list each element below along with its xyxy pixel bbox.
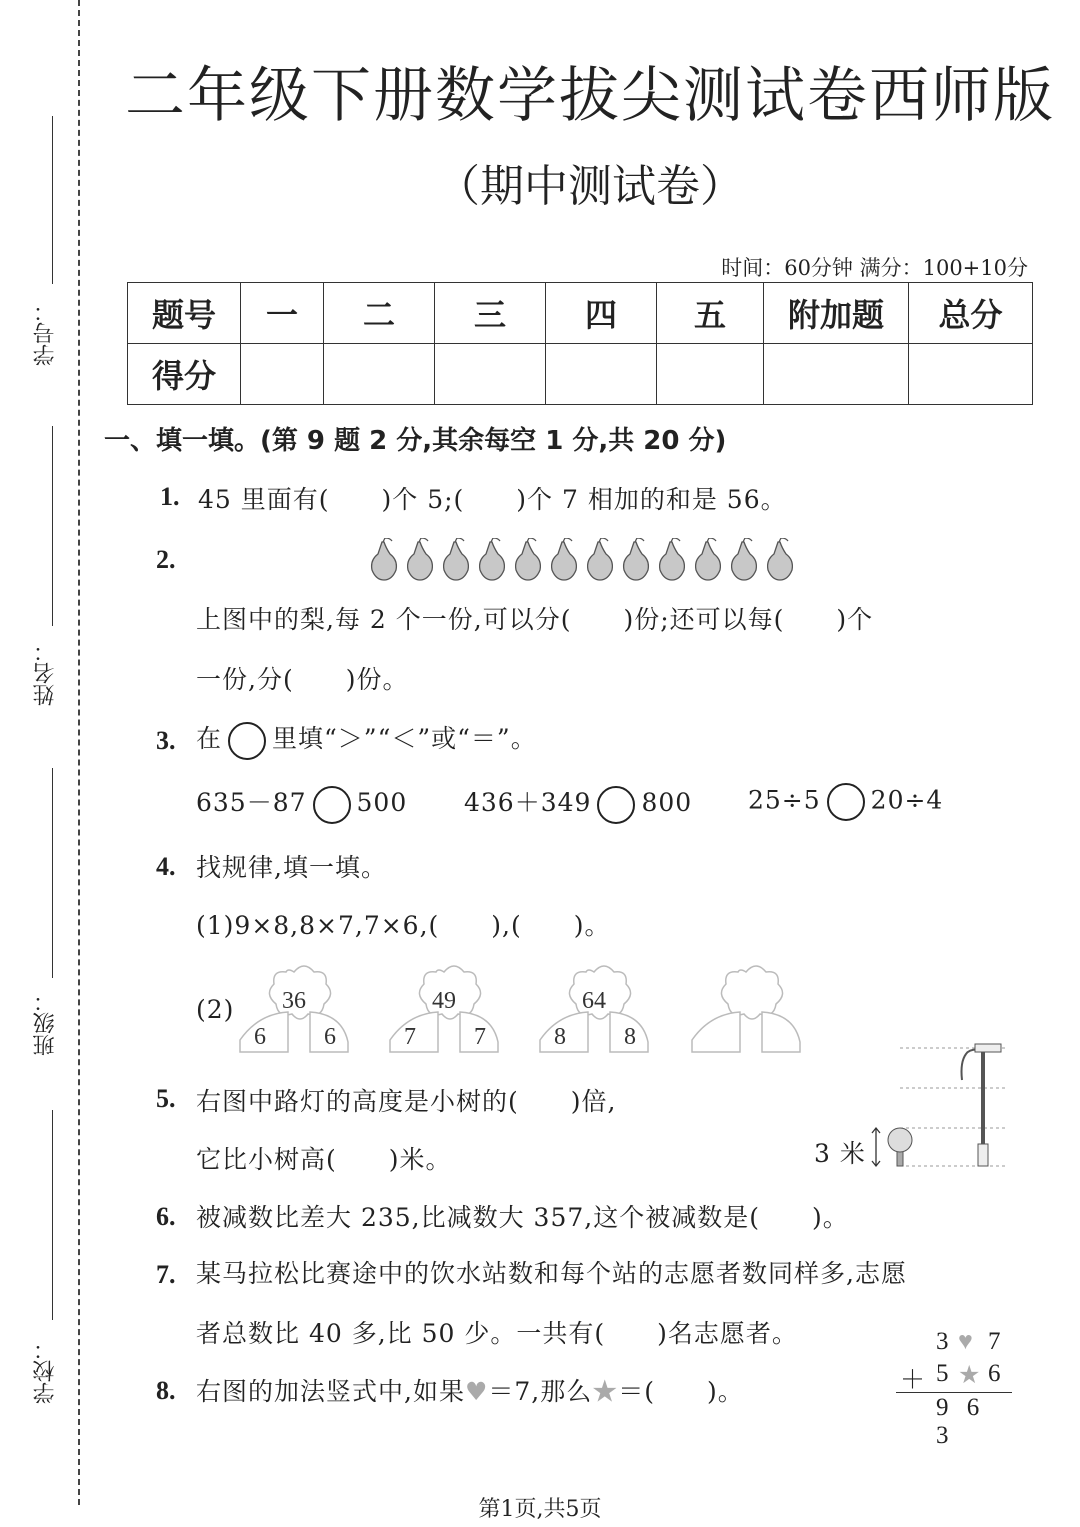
q6-text: 被减数比差大 235,比减数大 357,这个被减数是( )。 bbox=[196, 1203, 849, 1232]
flower-top-number: 64 bbox=[582, 988, 606, 1014]
q8-text-c: ＝( )。 bbox=[618, 1377, 744, 1406]
table-cell: 四 bbox=[546, 283, 657, 344]
q8-number: 8. bbox=[156, 1376, 176, 1405]
score-table-score-row bbox=[128, 344, 1033, 405]
pear-icon bbox=[444, 538, 469, 580]
flower-3 bbox=[540, 966, 648, 1052]
q1-text: 45 里面有( )个 5;( )个 7 相加的和是 56。 bbox=[198, 485, 787, 514]
flower-right-number: 7 bbox=[474, 1024, 486, 1050]
circle-icon bbox=[228, 722, 266, 760]
q2-number: 2. bbox=[156, 545, 176, 574]
table-cell: 五 bbox=[657, 283, 764, 344]
flower-right-number: 8 bbox=[624, 1024, 636, 1050]
page-title: 二年级下册数学拔尖测试卷西师版 bbox=[125, 61, 1055, 131]
score-table bbox=[127, 282, 1033, 405]
table-cell: 得分 bbox=[128, 344, 241, 405]
class-label: 班级： bbox=[33, 990, 58, 1056]
pear-icon bbox=[408, 538, 433, 580]
score-table-header-row bbox=[128, 283, 1033, 344]
q4-sub1: (1)9×8,8×7,7×6,( ),( )。 bbox=[196, 911, 611, 940]
pear-icon bbox=[624, 538, 649, 580]
digit: 3 bbox=[936, 1328, 949, 1355]
page-subtitle: （期中测试卷） bbox=[436, 161, 744, 212]
streetlight-tree-diagram bbox=[870, 1040, 1010, 1170]
heart-icon: ♥ bbox=[464, 1377, 489, 1406]
table-cell: 总分 bbox=[909, 283, 1033, 344]
pear-icon bbox=[516, 538, 541, 580]
q8-text-a: 右图的加法竖式中,如果 bbox=[196, 1377, 465, 1406]
flower-2 bbox=[390, 966, 498, 1052]
q4-text: 找规律,填一填。 bbox=[196, 853, 387, 882]
q3-text bbox=[196, 719, 537, 760]
flower-left-number: 8 bbox=[554, 1024, 566, 1050]
binding-dashed-line bbox=[78, 0, 80, 1505]
flower-top-number: 36 bbox=[282, 988, 306, 1014]
pear-icon bbox=[732, 538, 757, 580]
q6-number: 6. bbox=[156, 1202, 176, 1231]
pears-illustration bbox=[368, 538, 798, 582]
q1-number: 1. bbox=[160, 482, 180, 511]
q3-expr-2 bbox=[464, 783, 692, 824]
compare-circle[interactable] bbox=[597, 786, 635, 824]
pear-icon bbox=[768, 538, 793, 580]
table-cell: 题号 bbox=[128, 283, 241, 344]
flower-pattern bbox=[238, 962, 808, 1062]
q5-line2: 它比小树高( )米。 bbox=[196, 1145, 452, 1174]
table-cell: 三 bbox=[435, 283, 546, 344]
q3-text-a: 在 bbox=[196, 724, 223, 753]
student-id-label: 学号： bbox=[33, 300, 58, 366]
pear-icon bbox=[372, 538, 397, 580]
q4-sub2-label: (2) bbox=[196, 995, 235, 1024]
compare-circle[interactable] bbox=[313, 786, 351, 824]
pear-icon bbox=[660, 538, 685, 580]
class-blank-line bbox=[52, 768, 53, 978]
score-cell[interactable] bbox=[435, 344, 546, 405]
q3-text-b: 里填“＞”“＜”或“＝”。 bbox=[272, 724, 537, 753]
flower-top-number: 49 bbox=[432, 988, 456, 1014]
sum-result: 9 6 3 bbox=[936, 1394, 986, 1449]
score-cell[interactable] bbox=[324, 344, 435, 405]
pear-icon bbox=[588, 538, 613, 580]
flower-left-number: 7 bbox=[404, 1024, 416, 1050]
flower-right-number: 6 bbox=[324, 1024, 336, 1050]
pear-icon bbox=[480, 538, 505, 580]
streetlight-icon bbox=[962, 1044, 1002, 1166]
q3-expr-3 bbox=[748, 783, 943, 821]
expr-left: 25÷5 bbox=[748, 785, 821, 815]
expr-right: 20÷4 bbox=[870, 785, 944, 815]
time-score-info: 时间：60分钟 满分：100+10分 bbox=[721, 256, 1028, 280]
score-cell[interactable] bbox=[764, 344, 909, 405]
name-blank-line bbox=[52, 426, 53, 626]
expr-left: 436＋349 bbox=[464, 788, 592, 817]
compare-circle[interactable] bbox=[827, 783, 865, 821]
table-cell: 附加题 bbox=[764, 283, 909, 344]
expr-right: 800 bbox=[641, 788, 693, 817]
plus-sign: ＋ bbox=[900, 1367, 926, 1394]
star-icon: ★ bbox=[592, 1377, 619, 1406]
score-cell[interactable] bbox=[546, 344, 657, 405]
expr-right: 500 bbox=[356, 788, 408, 817]
flower-1 bbox=[240, 966, 348, 1052]
heart-icon: ♥ bbox=[958, 1328, 973, 1355]
q5-height-label: 3 米 bbox=[814, 1139, 866, 1168]
name-label: 姓名： bbox=[33, 640, 58, 706]
q2-line2: 一份,分( )份。 bbox=[196, 665, 409, 694]
pear-icon bbox=[552, 538, 577, 580]
school-label: 学校： bbox=[33, 1338, 58, 1404]
score-cell[interactable] bbox=[909, 344, 1033, 405]
page-footer: 第1页,共5页 bbox=[478, 1497, 602, 1522]
table-cell: 一 bbox=[241, 283, 324, 344]
q8-text-b: ＝7,那么 bbox=[488, 1377, 593, 1406]
q2-line1: 上图中的梨,每 2 个一份,可以分( )份;还可以每( )个 bbox=[196, 605, 874, 634]
q4-number: 4. bbox=[156, 852, 176, 881]
digit: 7 bbox=[988, 1328, 1001, 1355]
digit: 5 bbox=[936, 1360, 949, 1387]
expr-left: 635－87 bbox=[196, 788, 307, 817]
school-blank-line bbox=[52, 1110, 53, 1320]
q7-line2: 者总数比 40 多,比 50 少。一共有( )名志愿者。 bbox=[196, 1319, 798, 1348]
score-cell[interactable] bbox=[241, 344, 324, 405]
flower-left-number: 6 bbox=[254, 1024, 266, 1050]
tree-icon bbox=[888, 1128, 912, 1166]
q3-expr-1 bbox=[196, 783, 407, 824]
q7-line1: 某马拉松比赛途中的饮水站数和每个站的志愿者数同样多,志愿 bbox=[196, 1259, 907, 1288]
q8-text bbox=[196, 1372, 744, 1408]
q5-number: 5. bbox=[156, 1084, 176, 1113]
q7-number: 7. bbox=[156, 1260, 176, 1289]
digit: 6 bbox=[988, 1360, 1001, 1387]
table-cell: 二 bbox=[324, 283, 435, 344]
pear-icon bbox=[696, 538, 721, 580]
section-1-title: 一、填一填。(第 9 题 2 分,其余每空 1 分,共 20 分) bbox=[104, 426, 727, 456]
sum-line bbox=[896, 1392, 1012, 1393]
q5-line1: 右图中路灯的高度是小树的( )倍, bbox=[196, 1087, 617, 1116]
q3-number: 3. bbox=[156, 726, 176, 755]
flower-4-blank[interactable] bbox=[692, 966, 800, 1052]
star-icon: ★ bbox=[958, 1362, 981, 1389]
score-cell[interactable] bbox=[657, 344, 764, 405]
